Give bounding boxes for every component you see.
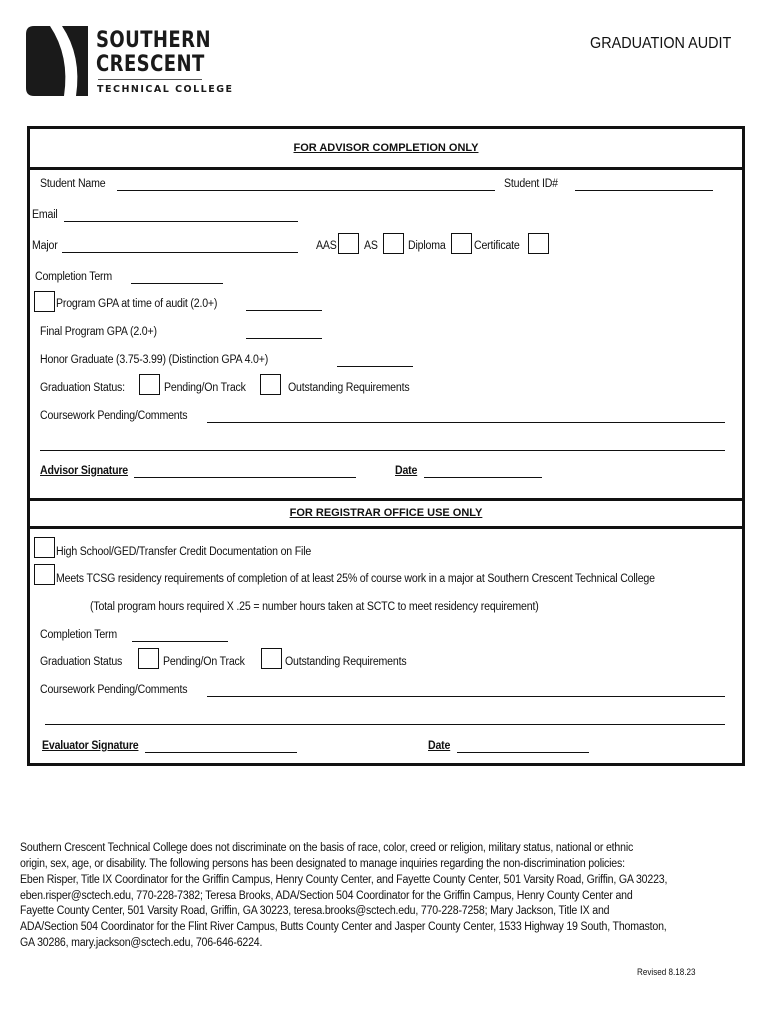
certificate-checkbox[interactable]	[528, 233, 549, 254]
logo-line-1: SOUTHERN	[96, 28, 211, 53]
honor-graduate-label: Honor Graduate (3.75-3.99) (Distinction GPA 4.0+)	[40, 354, 269, 366]
final-gpa-label: Final Program GPA (2.0+)	[40, 326, 157, 338]
footer-line-4: eben.risper@sctech.edu, 770-228-7382; Teresa Brooks, ADA/Section 504 Coordinator for the Griffin Campus, Henry County Center and	[20, 890, 633, 902]
advisor-signature-field[interactable]	[134, 477, 356, 478]
footer-line-7: GA 30286, mary.jackson@sctech.edu, 706-646-6224.	[20, 937, 263, 949]
advisor-header-label: FOR ADVISOR COMPLETION ONLY	[293, 142, 479, 154]
footer-line-3: Eben Risper, Title IX Coordinator for the Griffin Campus, Henry County Center, and Fayette County Center, 501 Varsity Road, Griffin, GA 30223,	[20, 874, 668, 886]
outstanding-checkbox[interactable]	[260, 374, 281, 395]
registrar-coursework-label: Coursework Pending/Comments	[40, 684, 188, 696]
student-name-label: Student Name	[40, 178, 106, 190]
as-checkbox[interactable]	[383, 233, 404, 254]
advisor-section-header	[27, 126, 745, 170]
diploma-label: Diploma	[408, 240, 446, 252]
program-gpa-checkbox[interactable]	[34, 291, 55, 312]
coursework-field[interactable]	[207, 422, 725, 423]
hs-doc-label: High School/GED/Transfer Credit Documentation on File	[56, 546, 312, 558]
advisor-date-label: Date	[395, 465, 418, 477]
registrar-completion-term-field[interactable]	[132, 641, 228, 642]
evaluator-signature-field[interactable]	[145, 752, 297, 753]
advisor-signature-label: Advisor Signature	[40, 465, 129, 477]
hs-doc-checkbox[interactable]	[34, 537, 55, 558]
registrar-coursework-field-line-2[interactable]	[45, 724, 725, 725]
registrar-pending-checkbox[interactable]	[138, 648, 159, 669]
certificate-label: Certificate	[474, 240, 520, 252]
page-title: GRADUATION AUDIT	[590, 35, 732, 52]
evaluator-signature-label: Evaluator Signature	[42, 740, 139, 752]
registrar-header-label: FOR REGISTRAR OFFICE USE ONLY	[289, 507, 483, 519]
outstanding-label: Outstanding Requirements	[288, 382, 410, 394]
registrar-completion-term-label: Completion Term	[40, 629, 118, 641]
honor-graduate-field[interactable]	[337, 366, 413, 367]
evaluator-date-label: Date	[428, 740, 451, 752]
logo-line-2: CRESCENT	[96, 52, 205, 77]
pending-label: Pending/On Track	[164, 382, 246, 394]
completion-term-field[interactable]	[131, 283, 223, 284]
footer-line-1: Southern Crescent Technical College does not discriminate on the basis of race, color, creed or religion, military status, national or ethnic	[20, 842, 634, 854]
registrar-coursework-field[interactable]	[207, 696, 725, 697]
registrar-graduation-status-label: Graduation Status	[40, 656, 123, 668]
program-gpa-field[interactable]	[246, 310, 322, 311]
diploma-checkbox[interactable]	[451, 233, 472, 254]
student-id-label: Student ID#	[504, 178, 558, 190]
registrar-section	[27, 526, 745, 766]
email-field[interactable]	[64, 221, 298, 222]
registrar-section-header	[27, 498, 745, 529]
registrar-pending-label: Pending/On Track	[163, 656, 245, 668]
major-field[interactable]	[62, 252, 298, 253]
program-gpa-label: Program GPA at time of audit (2.0+)	[56, 298, 218, 310]
as-label: AS	[364, 240, 378, 252]
email-label: Email	[32, 209, 58, 221]
aas-label: AAS	[316, 240, 337, 252]
revision-date: Revised 8.18.23	[637, 967, 696, 977]
coursework-field-line-2[interactable]	[40, 450, 725, 451]
logo-divider	[98, 79, 202, 80]
logo-line-3: TECHNICAL COLLEGE	[97, 84, 234, 95]
residency-checkbox[interactable]	[34, 564, 55, 585]
major-label: Major	[32, 240, 58, 252]
crescent-logo-icon	[26, 26, 88, 96]
pending-checkbox[interactable]	[139, 374, 160, 395]
graduation-status-label: Graduation Status:	[40, 382, 125, 394]
student-id-field[interactable]	[575, 190, 713, 191]
total-hours-note: (Total program hours required X .25 = number hours taken at SCTC to meet residency requirement)	[90, 601, 539, 613]
footer-line-6: ADA/Section 504 Coordinator for the Flint River Campus, Butts County Center and Jasper County Center, 1533 Highway 19 South, Thomaston,	[20, 921, 667, 933]
residency-label: Meets TCSG residency requirements of completion of at least 25% of course work in a major at Southern Crescent Technical College	[56, 573, 655, 585]
final-gpa-field[interactable]	[246, 338, 322, 339]
registrar-outstanding-checkbox[interactable]	[261, 648, 282, 669]
evaluator-date-field[interactable]	[457, 752, 589, 753]
completion-term-label: Completion Term	[35, 271, 113, 283]
coursework-label: Coursework Pending/Comments	[40, 410, 188, 422]
aas-checkbox[interactable]	[338, 233, 359, 254]
footer-line-5: Fayette County Center, 501 Varsity Road, Griffin, GA 30223, teresa.brooks@sctech.edu, 770-228-7258; Mary Jackson, Title IX and	[20, 905, 610, 917]
student-name-field[interactable]	[117, 190, 495, 191]
advisor-date-field[interactable]	[424, 477, 542, 478]
footer-line-2: origin, sex, age, or disability. The following persons has been designated to manage inquiries regarding the non-discrimination policies:	[20, 858, 625, 870]
registrar-outstanding-label: Outstanding Requirements	[285, 656, 407, 668]
